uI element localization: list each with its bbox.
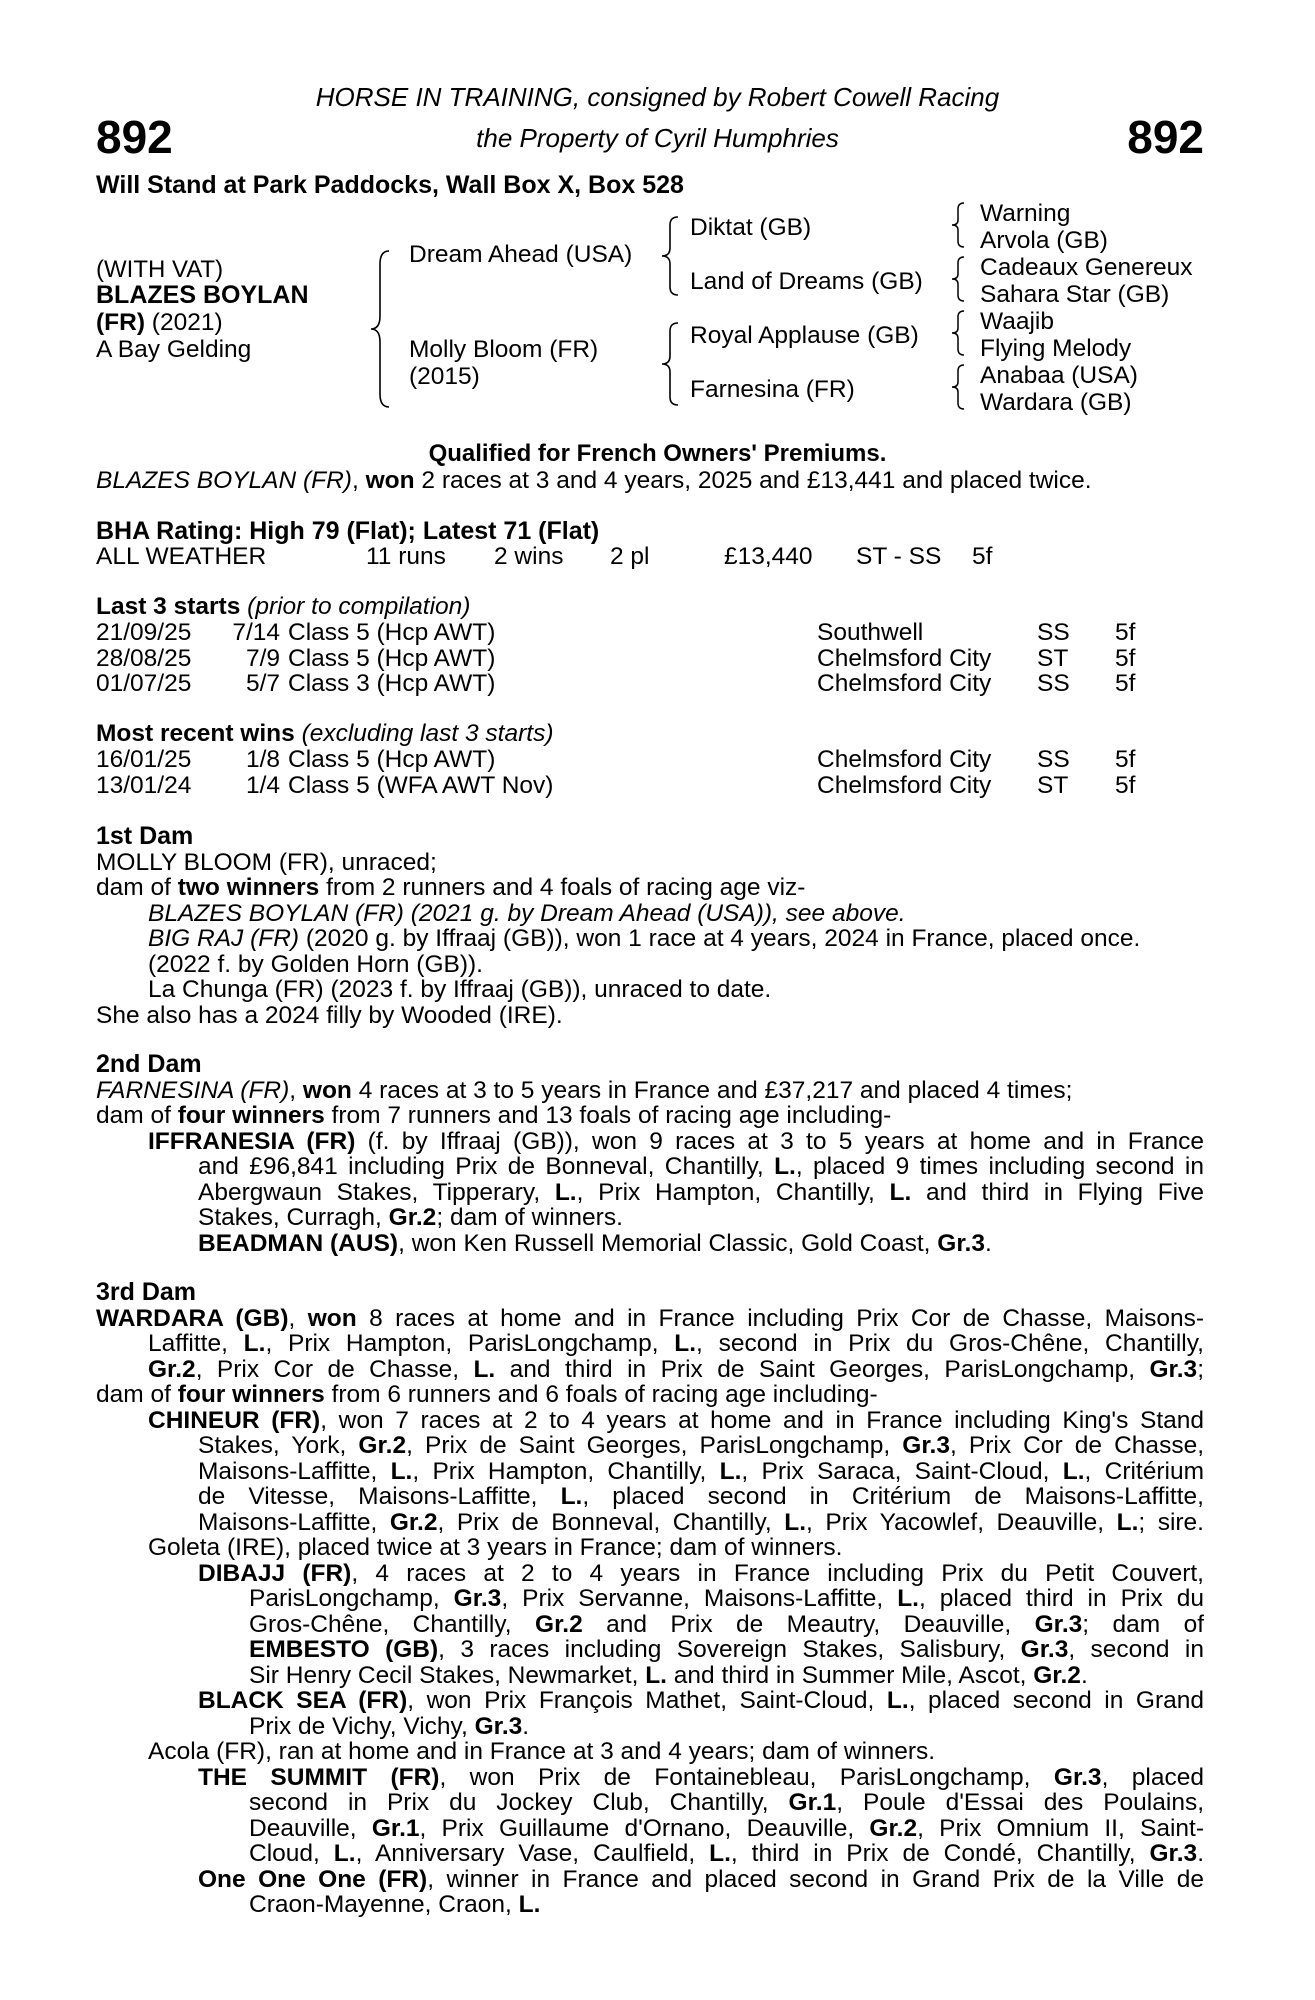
third-dam-title: 3rd Dam: [96, 1278, 197, 1306]
horse-origin-year: (FR) (2021): [96, 309, 223, 336]
third-dam-line: Maisons-Laffitte, Gr.2, Prix de Bonneval, Chantilly, L., Prix Yacowlef, Deauville, L.; sire.: [198, 1509, 1204, 1535]
third-dam-line: WARDARA (GB), won 8 races at home and in France including Prix Cor de Chasse, Maisons-: [96, 1305, 1204, 1331]
premiums-note: Qualified for French Owners' Premiums.: [428, 440, 887, 467]
third-dam-line: BLACK SEA (FR), won Prix François Mathet, Saint-Cloud, L., placed second in Grand: [198, 1688, 1204, 1714]
rating-surface: ALL WEATHER: [96, 543, 267, 570]
first-dam-line: dam of two winners from 2 runners and 4 foals of racing age viz-: [96, 874, 806, 901]
third-dam-line: Laffitte, L., Prix Hampton, ParisLongchamp, L., second in Prix du Gros-Chêne, Chantilly,: [148, 1331, 1204, 1357]
third-dam-line: Craon-Mayenne, Craon, L.: [249, 1891, 541, 1918]
second-dam-line: and £96,841 including Prix de Bonneval, Chantilly, L., placed 9 times including second in: [198, 1154, 1204, 1180]
first-dam-line: La Chunga (FR) (2023 f. by Iffraaj (GB)), unraced to date.: [148, 976, 772, 1003]
third-dam-line: Goleta (IRE), placed twice at 3 years in France; dam of winners.: [148, 1534, 843, 1561]
recent-wins-table: [96, 747, 1204, 798]
horse-name: BLAZES BOYLAN: [96, 281, 309, 309]
dam-sire-sire: Waajib: [980, 308, 1054, 335]
race-summary: BLAZES BOYLAN (FR), won 2 races at 3 and 4 years, 2025 and £13,441 and placed twice.: [96, 467, 1092, 494]
second-dam-title: 2nd Dam: [96, 1050, 202, 1078]
ds-brace: [950, 310, 966, 356]
sire-sire-dam: Arvola (GB): [980, 227, 1108, 254]
second-dam-line: BEADMAN (AUS), won Ken Russell Memorial Classic, Gold Coast, Gr.3.: [198, 1229, 992, 1257]
second-dam-line: Stakes, Curragh, Gr.2; dam of winners.: [198, 1204, 623, 1231]
table-row: 13/01/24 1/4 Class 5 (WFA AWT Nov) Chelmsford City ST 5f: [96, 771, 1136, 799]
first-dam-line: She also has a 2024 filly by Wooded (IRE).: [96, 1001, 563, 1029]
second-dam-line: IFFRANESIA (FR) (f. by Iffraaj (GB)), won 9 races at 3 to 5 years at home and in France: [148, 1128, 1204, 1154]
lot-number-left: 892: [96, 111, 173, 163]
rating-row: [96, 545, 1204, 571]
horse-description: A Bay Gelding: [96, 336, 252, 363]
first-dam-title: 1st Dam: [96, 822, 194, 850]
third-dam-line: CHINEUR (FR), won 7 races at 2 to 4 years at home and in France including King's Stand: [148, 1407, 1204, 1433]
dam-sire: Royal Applause (GB): [690, 322, 919, 349]
third-dam-line: Acola (FR), ran at home and in France at 3 and 4 years; dam of winners.: [148, 1738, 936, 1765]
third-dam-line: Stakes, York, Gr.2, Prix de Saint Georges, ParisLongchamp, Gr.3, Prix Cor de Chasse,: [198, 1433, 1204, 1459]
ss-brace: [950, 202, 966, 248]
sire: Dream Ahead (USA): [409, 241, 633, 268]
lot-number-right: 892: [1127, 111, 1204, 163]
owner-line: the Property of Cyril Humphries: [476, 123, 839, 153]
dam-year: (2015): [409, 363, 480, 390]
sire-sire: Diktat (GB): [690, 214, 812, 241]
third-dam-line: DIBAJJ (FR), 4 races at 2 to 4 years in France including Prix du Petit Couvert,: [198, 1560, 1204, 1586]
third-dam-line: second in Prix du Jockey Club, Chantilly, Gr.1, Poule d'Essai des Poulains,: [249, 1790, 1204, 1816]
first-dam-line: BLAZES BOYLAN (FR) (2021 g. by Dream Ahead (USA)), see above.: [148, 899, 906, 927]
table-row: 01/07/25 5/7 Class 3 (Hcp AWT) Chelmsford City SS 5f: [96, 670, 1136, 697]
third-dam-line: dam of four winners from 6 runners and 6 foals of racing age including-: [96, 1381, 878, 1408]
dam: Molly Bloom (FR): [409, 336, 599, 363]
bha-rating-title: BHA Rating: High 79 (Flat); Latest 71 (Flat): [96, 517, 600, 545]
rating-runs: 11 runs: [366, 543, 446, 570]
third-dam-line: Maisons-Laffitte, L., Prix Hampton, Chantilly, L., Prix Saraca, Saint-Cloud, L., Critérium: [198, 1458, 1204, 1484]
third-dam-line: ParisLongchamp, Gr.3, Prix Servanne, Maisons-Laffitte, L., placed third in Prix du: [249, 1586, 1204, 1612]
sire-dam-dam: Sahara Star (GB): [980, 281, 1170, 308]
third-dam-line: Gros-Chêne, Chantilly, Gr.2 and Prix de Meautry, Deauville, Gr.3; dam of: [249, 1611, 1204, 1637]
dam-dam-dam: Wardara (GB): [980, 389, 1132, 416]
vat-note: (WITH VAT): [96, 256, 224, 283]
third-dam-line: EMBESTO (GB), 3 races including Sovereign Stakes, Salisbury, Gr.3, second in: [249, 1637, 1204, 1663]
third-dam-section: [96, 1280, 1204, 1918]
sire-dam: Land of Dreams (GB): [690, 268, 923, 295]
third-dam-line: Gr.2, Prix Cor de Chasse, L. and third in Prix de Saint Georges, ParisLongchamp, Gr.3;: [148, 1356, 1204, 1382]
third-dam-line: Prix de Vichy, Vichy, Gr.3.: [249, 1712, 530, 1740]
rating-placed: 2 pl: [610, 543, 650, 570]
last-starts-table: [96, 620, 1204, 697]
sire-brace: [660, 216, 680, 296]
second-dam-line: Abergwaun Stakes, Tipperary, L., Prix Hampton, Chantilly, L. and third in Flying Five: [198, 1179, 1204, 1205]
second-dam-section: [96, 1052, 1204, 1256]
first-dam-line: MOLLY BLOOM (FR), unraced;: [96, 848, 437, 876]
first-dam-line: (2022 f. by Golden Horn (GB)).: [148, 950, 483, 978]
third-dam-line: One One One (FR), winner in France and placed second in Grand Prix de la Ville de: [198, 1866, 1204, 1892]
table-row: 28/08/25 7/9 Class 5 (Hcp AWT) Chelmsford City ST 5f: [96, 644, 1136, 672]
first-dam-section: [96, 824, 1204, 1028]
dd-brace: [950, 364, 966, 410]
third-dam-line: de Vitesse, Maisons-Laffitte, L., placed second in Critérium de Maisons-Laffitte,: [198, 1484, 1204, 1510]
rating-prize: £13,440: [724, 543, 813, 570]
second-dam-line: dam of four winners from 7 runners and 13 foals of racing age including-: [96, 1102, 892, 1129]
sire-sire-sire: Warning: [980, 200, 1071, 227]
stand-location: Will Stand at Park Paddocks, Wall Box X, Box 528: [96, 171, 684, 199]
recent-wins-title: Most recent wins (excluding last 3 starts): [96, 720, 554, 747]
dam-brace: [660, 322, 680, 406]
table-row: 16/01/25 1/8 Class 5 (Hcp AWT) Chelmsford City SS 5f: [96, 746, 1136, 773]
rating-going: ST - SS: [856, 543, 942, 570]
dam-dam-sire: Anabaa (USA): [980, 362, 1138, 389]
first-dam-line: BIG RAJ (FR) (2020 g. by Iffraaj (GB)), won 1 race at 4 years, 2024 in France, placed once.: [148, 925, 1141, 952]
consignor-line: HORSE IN TRAINING, consigned by Robert Cowell Racing: [315, 82, 1000, 112]
third-dam-line: THE SUMMIT (FR), won Prix de Fontainebleau, ParisLongchamp, Gr.3, placed: [198, 1764, 1204, 1790]
second-dam-line: FARNESINA (FR), won 4 races at 3 to 5 years in France and £37,217 and placed 4 times;: [96, 1076, 1073, 1104]
sd-brace: [950, 256, 966, 302]
dam-dam: Farnesina (FR): [690, 376, 855, 403]
rating-wins: 2 wins: [494, 543, 564, 570]
rating-distance: 5f: [972, 543, 993, 570]
third-dam-line: Sir Henry Cecil Stakes, Newmarket, L. and third in Summer Mile, Ascot, Gr.2.: [249, 1661, 1088, 1689]
table-row: 21/09/25 7/14 Class 5 (Hcp AWT) Southwell SS 5f: [96, 619, 1136, 646]
last-starts-title: Last 3 starts (prior to compilation): [96, 593, 471, 620]
third-dam-line: Deauville, Gr.1, Prix Guillaume d'Ornano, Deauville, Gr.2, Prix Omnium II, Saint-: [249, 1815, 1204, 1841]
pedigree-brace-main: [369, 250, 391, 408]
sire-dam-sire: Cadeaux Genereux: [980, 254, 1193, 281]
third-dam-line: Cloud, L., Anniversary Vase, Caulfield, L., third in Prix de Condé, Chantilly, Gr.3.: [249, 1841, 1204, 1867]
dam-sire-dam: Flying Melody: [980, 335, 1132, 362]
